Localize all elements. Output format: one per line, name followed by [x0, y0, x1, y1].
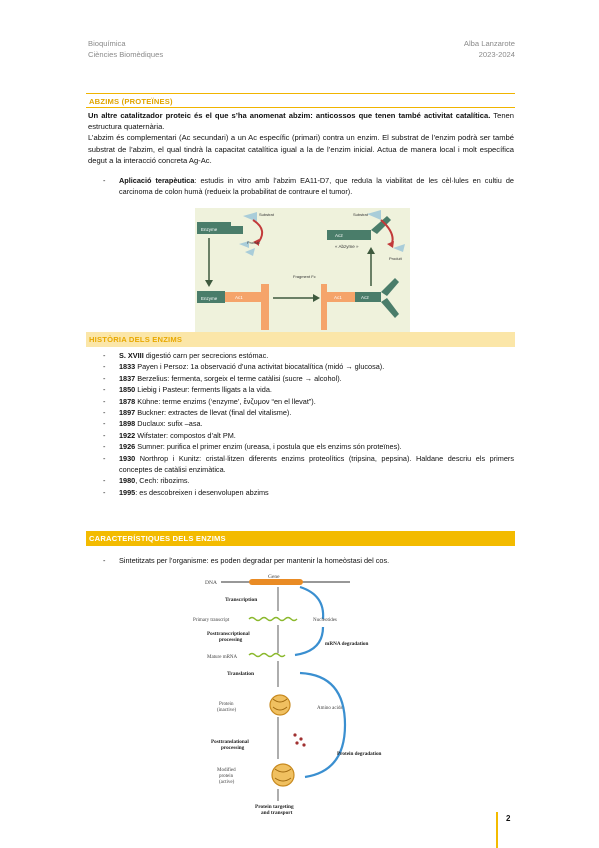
history-text: Liebig i Pasteur: ferments lligats a la vida. — [135, 385, 272, 395]
protein-inactive-icon — [270, 695, 290, 715]
ac2-arm-upper — [381, 278, 399, 296]
targeting-label-1: Protein targeting — [255, 804, 294, 810]
posttranscriptional-label-2: processing — [219, 637, 243, 643]
history-text: Payen i Persoz: 1a observació d’una activitat biocatalítica (midó → glucosa). — [135, 362, 385, 372]
primary-transcript-label: Primary transcript — [193, 618, 230, 623]
history-item — [88, 396, 514, 407]
header-program: Ciències Biomèdiques — [88, 50, 164, 59]
section-title-historia: HISTÒRIA DELS ENZIMS — [86, 332, 515, 347]
history-text: Buckner: extractes de llevat (final del vitalisme). — [135, 408, 292, 418]
bullet-bold: Aplicació terapèutica — [119, 176, 195, 185]
arrow-up-icon — [367, 247, 375, 254]
targeting-label-2: and transport — [261, 810, 293, 816]
bullet-rest: : estudis in vitro amb l’abzim EA11-D7, que reduïa la viabilitat de les cèl·lules en cultiu de carcinoma de colon humà (redueix la probabilitat de contraure el tumor). — [119, 176, 514, 197]
gene-expression-diagram — [193, 574, 405, 817]
abzims-para-1-bold: Un altre catalitzador proteic és el que s’ha anomenat abzim: anticossos que tenen també activitat catalítica. — [88, 111, 491, 120]
ac1-label-center: Ac1 — [334, 295, 342, 300]
modified-protein-label-2: protein — [219, 774, 234, 779]
transcription-label: Transcription — [225, 597, 258, 603]
arrow-right-icon — [313, 294, 320, 302]
page-number: 2 — [506, 814, 511, 823]
modified-protein-label-3: (active) — [219, 780, 235, 785]
history-item — [88, 453, 514, 476]
modified-protein-label-1: Modified — [217, 768, 236, 773]
recycle-arc-mrna — [295, 627, 323, 655]
history-year: 1897 — [119, 408, 136, 418]
history-text: Sumner: purifica el primer enzim (ureasa, i postula que els enzims són proteïnes). — [135, 442, 402, 452]
history-item — [88, 361, 514, 372]
gene-label: Gene — [268, 574, 280, 580]
substrate-shape-right — [367, 210, 381, 220]
protein-active-icon — [272, 764, 294, 786]
history-item — [88, 430, 514, 441]
history-year: 1930 — [119, 453, 136, 463]
history-year: 1837 — [119, 373, 136, 383]
posttranslational-label-2: processing — [221, 745, 245, 751]
ac1-stem-bottom — [261, 284, 269, 330]
produit-label: Produit — [247, 240, 260, 245]
abzyme-diagram — [195, 208, 410, 335]
mrna-degradation-label: mRNA degradation — [325, 641, 369, 647]
characteristics-list — [88, 555, 514, 566]
dna-label: DNA — [205, 580, 217, 586]
header-year: 2023-2024 — [478, 50, 515, 59]
mature-mrna-wave — [249, 654, 285, 657]
protein-inactive-label-2: (inactive) — [217, 708, 237, 713]
list-item — [88, 175, 514, 198]
history-year: 1980 — [119, 476, 136, 486]
substrat-label: Substrat — [259, 212, 274, 217]
history-year: 1922 — [119, 430, 136, 440]
history-item — [88, 475, 514, 486]
list-item: - Sintetitzats per l’organisme: es poden degradar per mantenir la homeòstasi del cos. — [88, 555, 514, 566]
product-shape-2 — [245, 248, 255, 256]
history-item — [88, 441, 514, 452]
ac2-label-top: Ac2 — [335, 233, 343, 238]
fragment-label: Fragment Fc — [293, 274, 316, 279]
mature-mrna-label: Mature mRNA — [207, 655, 238, 660]
history-year: S. XVIII — [119, 351, 144, 360]
history-text: Wifstater: compostos d’alt PM. — [135, 430, 236, 440]
protein-inactive-label-1: Protein — [219, 702, 234, 707]
history-text: Duclaux: sufix –asa. — [135, 419, 203, 429]
history-text: Kühne: terme enzims (‘enzyme’, ἔνζυμον “en el llevat”). — [135, 396, 316, 406]
history-text: Northrop i Kunitz: cristal·litzen diferents enzims proteolítics (tripsina, pepsina). Haldane descriu els primers conceptes de catàlisi enzimàtica. — [119, 453, 514, 475]
section-title-abzims: ABZIMS (PROTEÏNES) — [86, 93, 515, 108]
abzims-bullets — [88, 175, 514, 198]
history-text: , Cech: ribozims. — [135, 476, 190, 486]
history-text: digestió carn per secrecions estómac. — [143, 351, 269, 360]
enzyme-site — [231, 226, 243, 234]
section-title-caracteristiques: CARACTERÍSTIQUES DELS ENZIMS — [86, 531, 515, 546]
recycle-arc-top — [300, 587, 323, 619]
abzims-text — [88, 110, 514, 166]
enzyme-label: Enzyme — [201, 227, 218, 232]
amino-dot — [299, 737, 302, 740]
abzyme-shape — [327, 230, 371, 240]
history-item — [88, 373, 514, 384]
produit-label-right: Produit — [389, 256, 402, 261]
ac1-label-bottom: Ac1 — [235, 295, 243, 300]
history-year: 1926 — [119, 442, 136, 452]
substrat-label-right: Substrat — [353, 212, 368, 217]
protein-degradation-label: Protein degradation — [337, 751, 382, 757]
ac2-label-bottom: Ac2 — [361, 295, 369, 300]
translation-label: Translation — [227, 671, 255, 677]
header-left — [88, 38, 163, 60]
abzyme-label: « Abzyme » — [335, 244, 359, 249]
recycle-arc-protein — [300, 673, 345, 777]
amino-dot — [295, 741, 298, 744]
history-year: 1898 — [119, 419, 136, 429]
abzims-para-1 — [88, 110, 514, 132]
history-text: : es descobreixen i desenvolupen abzims — [135, 487, 269, 497]
posttranscriptional-label-1: Posttranscriptional — [207, 631, 250, 637]
history-list — [88, 350, 514, 498]
primary-transcript-wave — [249, 618, 297, 621]
amino-dot — [302, 743, 305, 746]
history-item — [88, 487, 514, 498]
ac1-stem-center — [321, 284, 327, 330]
arrow-head-right-icon — [387, 241, 394, 248]
abzyme-diagram-svg — [195, 208, 410, 335]
history-year: 1833 — [119, 362, 136, 372]
history-item — [88, 384, 514, 395]
enzyme-label-bottom: Enzyme — [201, 296, 218, 301]
nucleotides-label: Nucleotides — [313, 618, 337, 623]
history-item — [88, 350, 514, 361]
history-year: 1850 — [119, 385, 136, 395]
gene-expression-svg — [193, 574, 405, 817]
header-author: Alba Lanzarote — [463, 39, 515, 48]
history-text: Berzelius: fermenta, sorgeix el terme catàlisi (sucre → alcohol). — [135, 373, 342, 383]
amino-dot — [293, 733, 296, 736]
abzims-para-1-rest: Tenen estructura quaternària. — [88, 111, 514, 132]
abzims-para-2: L’abzim és complementari (Ac secundari) a un Ac específic (primari) contra un enzim. El substrat de l’enzim podrà ser també substrat de l’abzim, el qual tindrà la capacitat catalítica igual a la de l’enzim inicial. Actua de manera local i molt específica degut a la interacció concreta Ag-Ac. — [88, 133, 514, 165]
header-right — [464, 38, 515, 60]
page-number-box — [496, 812, 522, 848]
history-item — [88, 418, 514, 429]
history-item — [88, 407, 514, 418]
ac1-shape-bottom — [225, 292, 263, 302]
product-shape-right — [393, 244, 405, 252]
ac2-arm-lower — [381, 298, 399, 318]
posttranslational-label-1: Posttranslational — [211, 739, 249, 745]
header-subject: Bioquímica — [88, 39, 126, 48]
amino-acids-label: Amino acids — [317, 706, 343, 711]
history-year: 1878 — [119, 396, 136, 406]
history-year: 1995 — [119, 487, 136, 497]
arrow-down-icon — [205, 280, 213, 287]
